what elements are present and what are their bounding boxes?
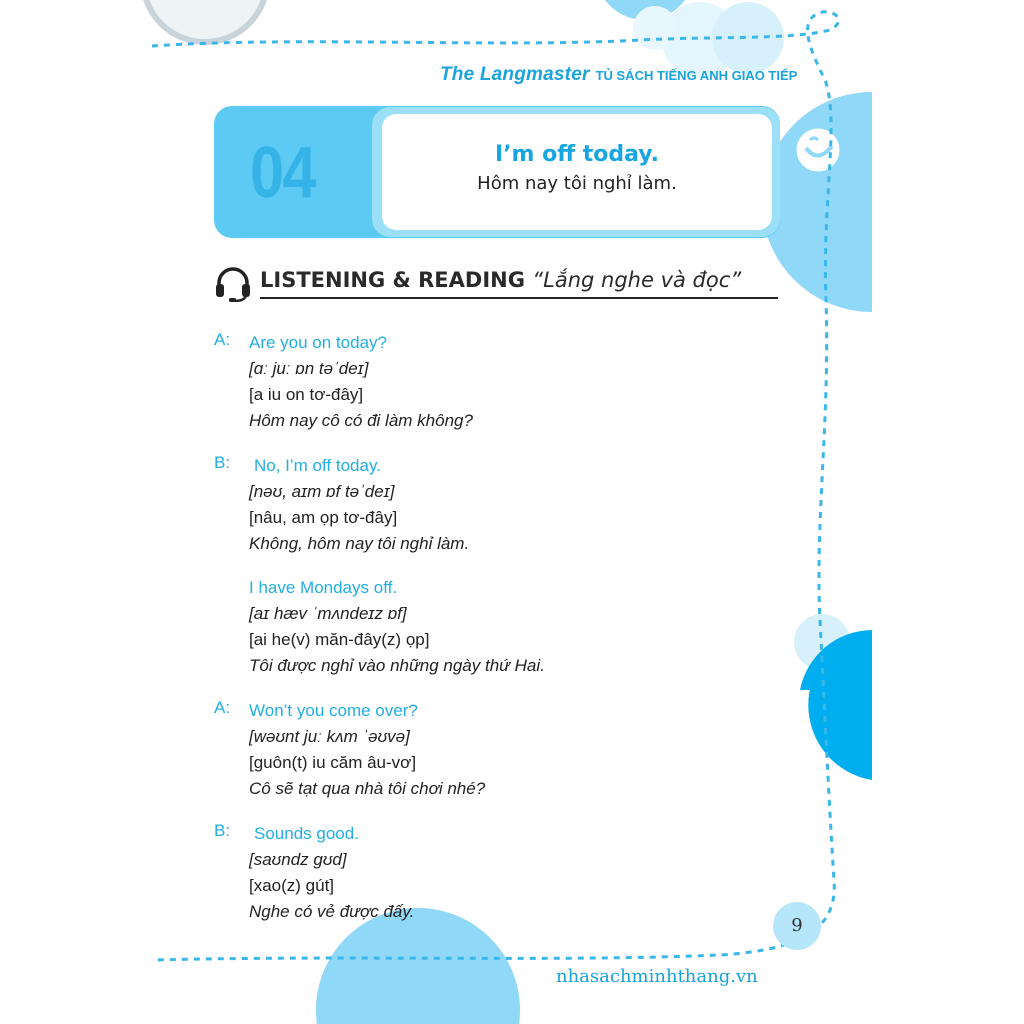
dialog-turn bbox=[214, 330, 754, 434]
english-line: Are you on today? bbox=[249, 333, 387, 352]
lesson-number: 04 bbox=[250, 133, 315, 213]
translation-line: Cô sẽ tạt qua nhà tôi chơi nhé? bbox=[249, 779, 486, 798]
header-brand bbox=[440, 64, 798, 86]
decor-circle-top-small-3 bbox=[633, 6, 677, 50]
page-number: 9 bbox=[773, 902, 821, 950]
vietnamese-phonetic-line: [a iu on tơ-đây] bbox=[249, 385, 364, 404]
ipa-line: [ɑː juː ɒn təˈdeɪ] bbox=[249, 359, 369, 378]
ipa-line: [aɪ hæv ˈmʌndeɪz ɒf] bbox=[249, 604, 407, 623]
speaker-label: B: bbox=[214, 453, 231, 472]
translation-line: Hôm nay cô có đi làm không? bbox=[249, 411, 473, 430]
translation-line: Nghe có vẻ được đấy. bbox=[249, 902, 415, 921]
dialog-turn bbox=[214, 453, 754, 679]
vietnamese-phonetic-line: [xao(z) gút] bbox=[249, 876, 335, 895]
vietnamese-phonetic-line: [nâu, am ọp tơ-đây] bbox=[249, 508, 398, 527]
ipa-line: [saʊndz gʊd] bbox=[249, 850, 347, 869]
vietnamese-phonetic-line: [guôn(t) iu căm âu-vơ] bbox=[249, 753, 417, 772]
english-line: Sounds good. bbox=[254, 824, 359, 843]
speaker-label: A: bbox=[214, 698, 231, 717]
lesson-title: I’m off today. bbox=[495, 142, 659, 167]
english-line: No, I’m off today. bbox=[254, 456, 381, 475]
dialog bbox=[214, 330, 754, 944]
ipa-line: [wəʊnt juː kʌm ˈəʊvə] bbox=[249, 727, 410, 746]
section-title-text: LISTENING & READING bbox=[260, 268, 525, 292]
headset-icon bbox=[214, 264, 252, 302]
brand-subtitle: TỦ SÁCH TIẾNG ANH GIAO TIẾP bbox=[595, 68, 798, 83]
english-line: I have Mondays off. bbox=[249, 578, 398, 597]
website-watermark: nhasachminhthang.vn bbox=[556, 966, 758, 987]
lesson-subtitle: Hôm nay tôi nghỉ làm. bbox=[477, 173, 677, 194]
speaker-label: A: bbox=[214, 330, 231, 349]
section-heading bbox=[214, 262, 780, 302]
english-line: Won’t you come over? bbox=[249, 701, 418, 720]
brand-name: The Langmaster bbox=[440, 64, 590, 85]
translation-line: Tôi được nghỉ vào những ngày thứ Hai. bbox=[249, 656, 545, 675]
smiley-icon bbox=[794, 126, 842, 174]
lesson-card bbox=[382, 114, 772, 230]
ipa-line: [nəʊ, aɪm ɒf təˈdeɪ] bbox=[249, 482, 395, 501]
section-subtitle: “Lắng nghe và đọc” bbox=[532, 268, 742, 292]
speaker-label: B: bbox=[214, 821, 231, 840]
vietnamese-phonetic-line: [ai he(v) măn-đây(z) ọp] bbox=[249, 630, 430, 649]
decor-circle-topleft bbox=[143, 0, 267, 42]
section-underline bbox=[260, 297, 778, 299]
section-title bbox=[260, 268, 741, 292]
translation-line: Không, hôm nay tôi nghỉ làm. bbox=[249, 534, 470, 553]
dialog-turn bbox=[214, 698, 754, 802]
dialog-turn bbox=[214, 821, 754, 925]
